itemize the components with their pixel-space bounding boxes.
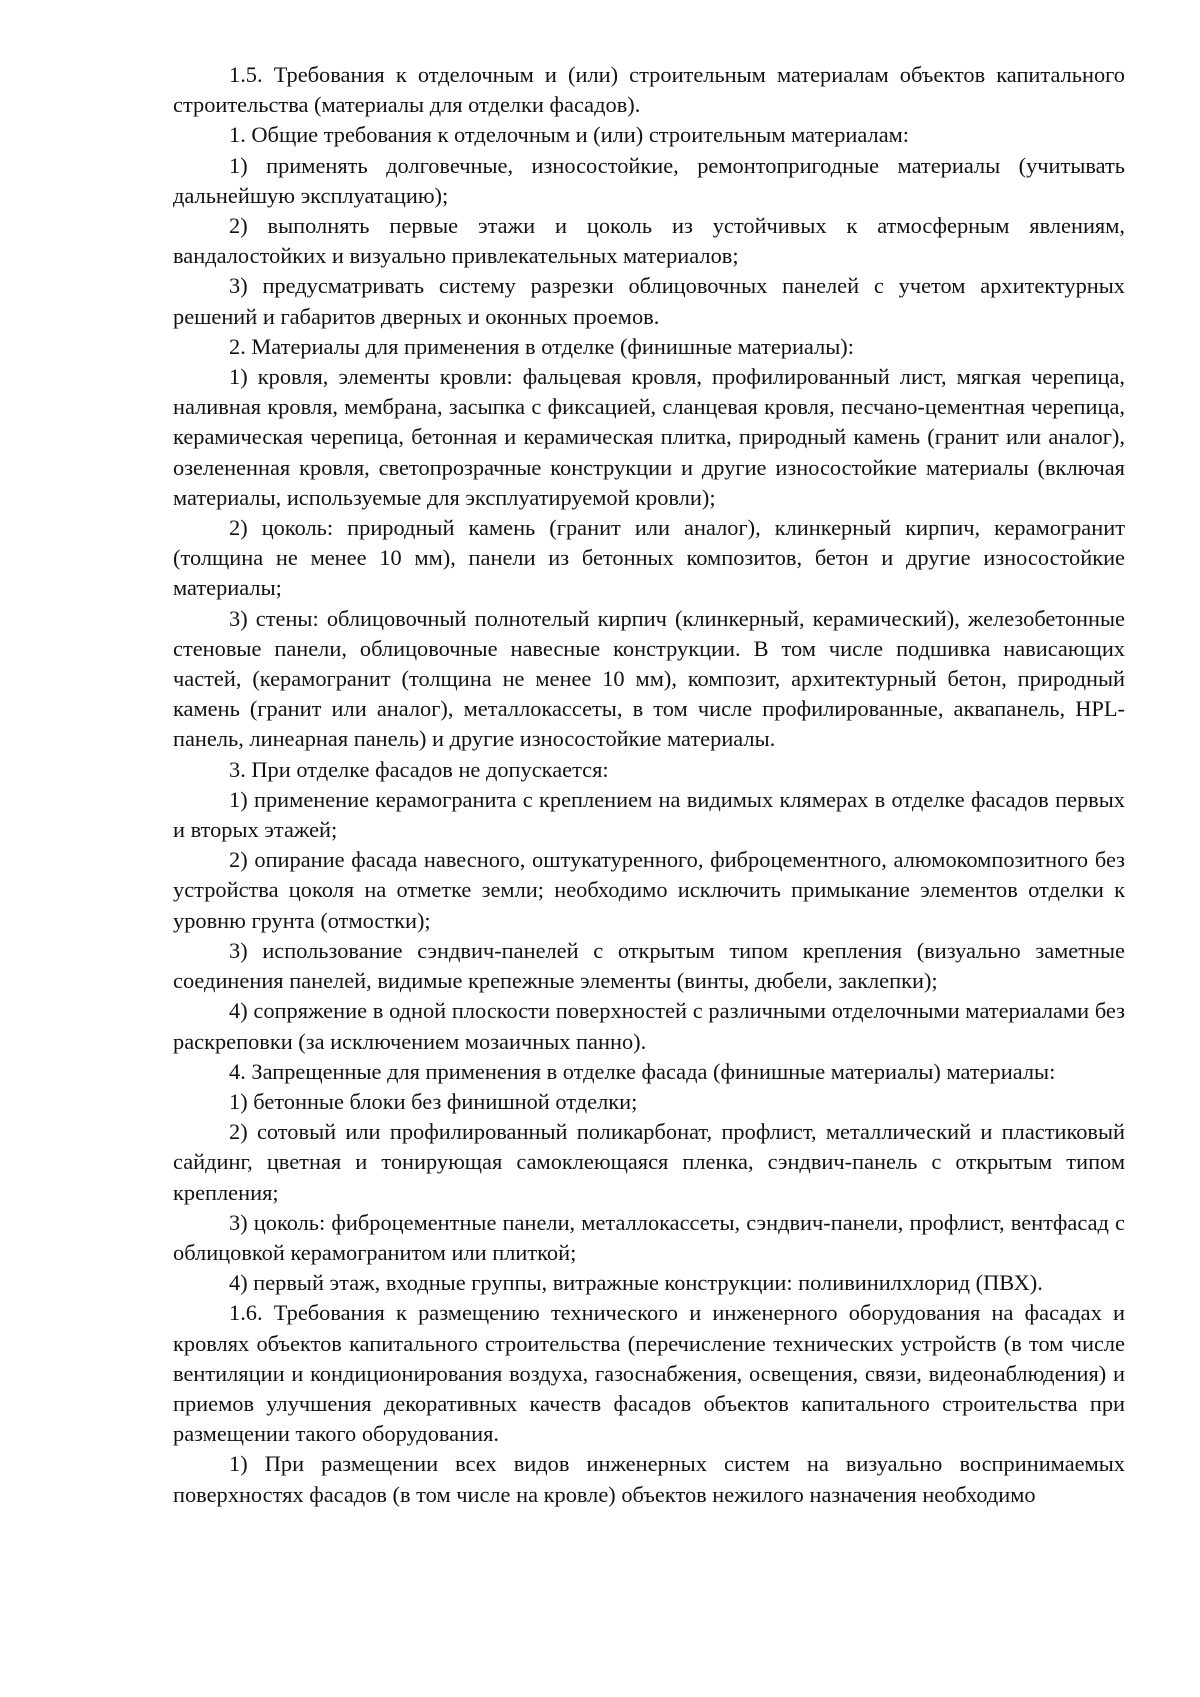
- paragraph: 2. Материалы для применения в отделке (финишные материалы):: [229, 333, 854, 359]
- paragraph: 4) первый этаж, входные группы, витражные конструкции: поливинилхлорид (ПВХ).: [229, 1270, 1043, 1296]
- paragraph: 1) бетонные блоки без финишной отделки;: [229, 1088, 638, 1114]
- paragraph: 2) опирание фасада навесного, оштукатуренного, фиброцементного, алюмокомпозитного без устройства цоколя на отметке земли; необходимо исключить примыкание элементов отделки к уровню грунта (отмостки);: [173, 847, 1125, 933]
- paragraph: 4) сопряжение в одной плоскости поверхностей с различными отделочными материалами без раскреповки (за исключением мозаичных панно).: [173, 998, 1125, 1054]
- paragraph: 1. Общие требования к отделочным и (или) строительным материалам:: [229, 122, 910, 148]
- paragraph: 3) использование сэндвич-панелей с открытым типом крепления (визуально заметные соединения панелей, видимые крепежные элементы (винты, дюбели, заклепки);: [173, 937, 1125, 994]
- paragraph: 4. Запрещенные для применения в отделке фасада (финишные материалы) материалы:: [229, 1058, 1056, 1084]
- paragraph: 1) применять долговечные, износостойкие, ремонтопригодные материалы (учитывать дальнейшую эксплуатацию);: [173, 152, 1125, 208]
- document-page: [173, 60, 1125, 1510]
- paragraph: 2) выполнять первые этажи и цоколь из устойчивых к атмосферным явлениям, вандалостойких и визуально привлекательных материалов;: [173, 213, 1125, 269]
- paragraph: 1) При размещении всех видов инженерных систем на визуально воспринимаемых поверхностях фасадов (в том числе на кровле) объектов нежилого назначения необходимо: [173, 1451, 1125, 1507]
- paragraph: 2) цоколь: природный камень (гранит или аналог), клинкерный кирпич, керамогранит (толщина не менее 10 мм), панели из бетонных композитов, бетон и другие износостойкие материалы;: [173, 515, 1125, 601]
- paragraph: 3. При отделке фасадов не допускается:: [229, 756, 609, 782]
- section-heading-1-6: 1.6. Требования к размещению технического и инженерного оборудования на фасадах и кровлях объектов капитального строительства (перечисление технических устройств (в том числе вентиляции и кондиционирования воздуха, газоснабжения, освещения, связи, видеонаблюдения) и приемов улучшения декоративных качеств фасадов объектов капитального строительства при размещении такого оборудования.: [173, 1300, 1125, 1447]
- paragraph: 2) сотовый или профилированный поликарбонат, профлист, металлический и пластиковый сайдинг, цветная и тонирующая самоклеющаяся пленка, сэндвич-панель с открытым типом крепления;: [173, 1119, 1125, 1205]
- paragraph: 3) цоколь: фиброцементные панели, металлокассеты, сэндвич-панели, профлист, вентфасад с облицовкой керамогранитом или плиткой;: [173, 1209, 1125, 1265]
- section-heading-1-5: 1.5. Требования к отделочным и (или) строительным материалам объектов капитального строительства (материалы для отделки фасадов).: [173, 62, 1125, 118]
- paragraph: 1) кровля, элементы кровли: фальцевая кровля, профилированный лист, мягкая черепица, наливная кровля, мембрана, засыпка с фиксацией, сланцевая кровля, песчано-цементная черепица, керамическая черепица, бетонная и керамическая плитка, природный камень (гранит или аналог), озелененная кровля, светопрозрачные конструкции и другие износостойкие материалы (включая материалы, используемые для эксплуатируемой кровли);: [173, 364, 1125, 510]
- paragraph: 3) предусматривать систему разрезки облицовочных панелей с учетом архитектурных решений и габаритов дверных и оконных проемов.: [173, 273, 1125, 329]
- paragraph: 3) стены: облицовочный полнотелый кирпич (клинкерный, керамический), железобетонные стеновые панели, облицовочные навесные конструкции. В том числе подшивка нависающих частей, (керамогранит (толщина не менее 10 мм), композит, архитектурный бетон, природный камень (гранит или аналог), металлокассеты, в том числе профилированные, аквапанель, HPL-панель, линеарная панель) и другие износостойкие материалы.: [173, 605, 1125, 752]
- paragraph: 1) применение керамогранита с креплением на видимых клямерах в отделке фасадов первых и вторых этажей;: [173, 786, 1125, 843]
